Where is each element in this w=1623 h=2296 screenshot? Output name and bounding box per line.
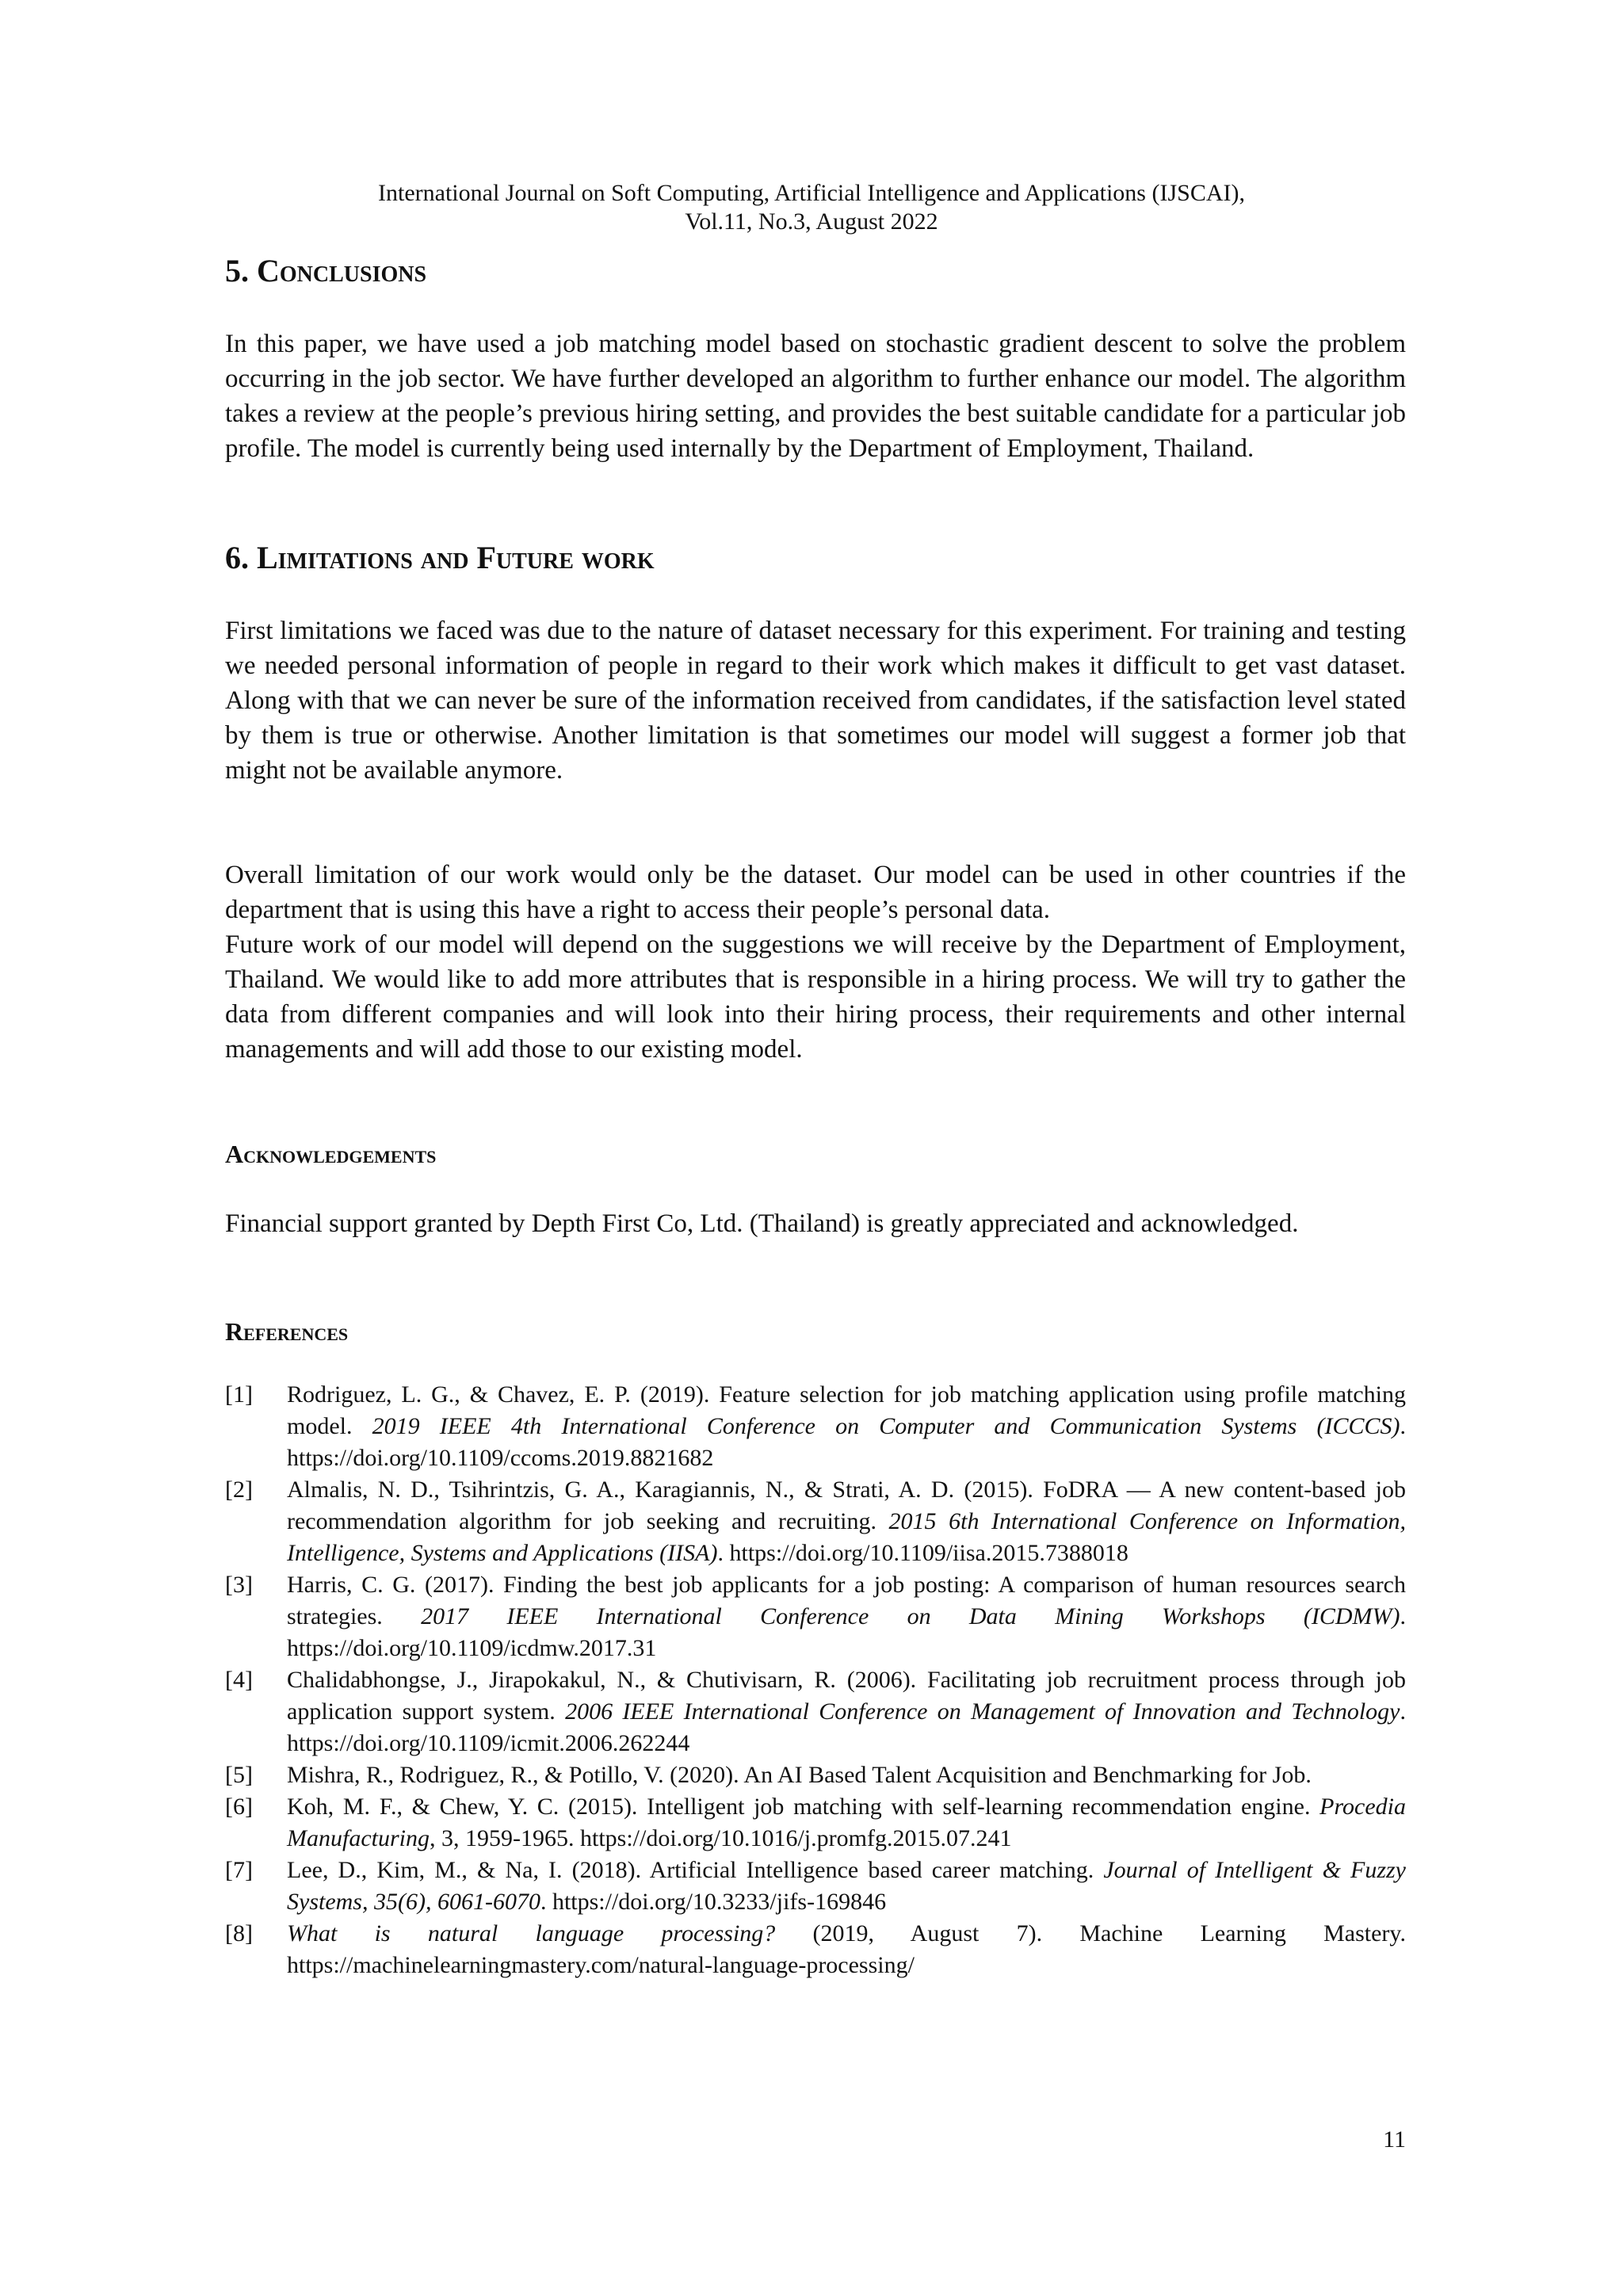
section-heading-conclusions: [225, 252, 426, 290]
references-heading: References: [225, 1317, 349, 1346]
reference-venue: Journal of Intelligent & Fuzzy Systems, 35(6), 6061-6070: [287, 1857, 1406, 1915]
reference-venue: What is natural language processing?: [287, 1920, 776, 1946]
limitations-paragraph-2: Overall limitation of our work would only be the dataset. Our model can be used in other countries if the department that is using this have a right to access their people’s personal data.: [225, 861, 1406, 924]
reference-text: Mishra, R., Rodriguez, R., & Potillo, V. (2020). An AI Based Talent Acquisition and Benchmarking for Job.: [287, 1762, 1312, 1788]
reference-item: [225, 1379, 1406, 1474]
reference-doi: . https://doi.org/10.1109/icmit.2006.262244: [287, 1698, 1406, 1756]
reference-doi: . https://doi.org/10.1109/iisa.2015.7388018: [717, 1540, 1128, 1566]
reference-venue: 2017 IEEE International Conference on Data Mining Workshops (ICDMW): [421, 1603, 1400, 1629]
reference-number: [6]: [225, 1794, 253, 1820]
reference-number: [5]: [225, 1762, 253, 1788]
reference-number: [2]: [225, 1477, 253, 1503]
reference-text: Koh, M. F., & Chew, Y. C. (2015). Intelligent job matching with self-learning recommendation engine.: [287, 1794, 1320, 1820]
reference-venue: 2019 IEEE 4th International Conference on Computer and Communication Systems (ICCCS): [372, 1413, 1400, 1439]
section-title: Limitations and Future work: [257, 540, 655, 575]
section-heading-limitations: [225, 539, 655, 577]
reference-doi: . https://doi.org/10.1109/icdmw.2017.31: [287, 1603, 1406, 1661]
reference-text: Rodriguez, L. G., & Chavez, E. P. (2019). Feature selection for job matching application using profile matching model.: [287, 1381, 1406, 1439]
running-header: [0, 179, 1623, 236]
reference-doi: (2019, August 7). Machine Learning Mastery. https://machinelearningmastery.com/natural-language-processing/: [287, 1920, 1406, 1978]
section-title: Conclusions: [257, 253, 427, 288]
reference-venue: Procedia Manufacturing: [287, 1794, 1406, 1851]
reference-text: Lee, D., Kim, M., & Na, I. (2018). Artificial Intelligence based career matching.: [287, 1857, 1104, 1883]
section-number: 6.: [225, 540, 249, 575]
journal-name: International Journal on Soft Computing, Artificial Intelligence and Applications (IJSCAI),: [378, 180, 1245, 206]
reference-item: [225, 1759, 1406, 1791]
limitations-paragraph-1: First limitations we faced was due to the nature of dataset necessary for this experiment. For training and testing we needed personal information of people in regard to their work which makes it difficult to get vast dataset. Along with that we can never be sure of the information received from candidates, if the satisfaction level stated by them is true or otherwise. Another limitation is that sometimes our model will suggest a former job that might not be available anymore.: [225, 617, 1406, 785]
acknowledgements-heading: Acknowledgements: [225, 1140, 437, 1168]
reference-item: [225, 1664, 1406, 1759]
conclusions-paragraph: In this paper, we have used a job matching model based on stochastic gradient descent to solve the problem occurring in the job sector. We have further developed an algorithm to further enhance our model. The algorithm takes a review at the people’s previous hiring setting, and provides the best suitable candidate for a particular job profile. The model is currently being used internally by the Department of Employment, Thailand.: [225, 330, 1406, 463]
reference-list: [225, 1379, 1406, 1981]
reference-venue: 2006 IEEE International Conference on Management of Innovation and Technology: [565, 1698, 1400, 1725]
reference-venue: 2015 6th International Conference on Information, Intelligence, Systems and Applications (IISA): [287, 1508, 1406, 1566]
reference-number: [7]: [225, 1857, 253, 1883]
reference-item: [225, 1918, 1406, 1981]
page-number: 11: [1383, 2126, 1406, 2153]
reference-item: [225, 1474, 1406, 1569]
reference-doi: . https://doi.org/10.1109/ccoms.2019.8821682: [287, 1413, 1406, 1471]
reference-text: Harris, C. G. (2017). Finding the best job applicants for a job posting: A comparison of human resources search strategies.: [287, 1572, 1406, 1629]
reference-text: Chalidabhongse, J., Jirapokakul, N., & Chutivisarn, R. (2006). Facilitating job recruitment process through job application support system.: [287, 1667, 1406, 1725]
reference-number: [3]: [225, 1572, 253, 1598]
reference-text: Almalis, N. D., Tsihrintzis, G. A., Karagiannis, N., & Strati, A. D. (2015). FoDRA — A new content-based job recommendation algorithm for job seeking and recruiting.: [287, 1477, 1406, 1534]
reference-item: [225, 1855, 1406, 1918]
reference-number: [4]: [225, 1667, 253, 1693]
reference-number: [1]: [225, 1381, 253, 1408]
future-work-paragraph: Future work of our model will depend on the suggestions we will receive by the Department of Employment, Thailand. We would like to add more attributes that is responsible in a hiring process. We will try to gather the data from different companies and will look into their hiring process, their requirements and other internal managements and will add those to our existing model.: [225, 930, 1406, 1064]
journal-volume: Vol.11, No.3, August 2022: [685, 208, 938, 235]
reference-item: [225, 1569, 1406, 1664]
acknowledgements-paragraph: Financial support granted by Depth First Co, Ltd. (Thailand) is greatly appreciated and acknowledged.: [225, 1209, 1299, 1238]
reference-doi: , 3, 1959-1965. https://doi.org/10.1016/j.promfg.2015.07.241: [430, 1825, 1012, 1851]
section-number: 5.: [225, 253, 249, 288]
reference-number: [8]: [225, 1920, 253, 1946]
reference-item: [225, 1791, 1406, 1855]
reference-doi: . https://doi.org/10.3233/jifs-169846: [540, 1889, 887, 1915]
